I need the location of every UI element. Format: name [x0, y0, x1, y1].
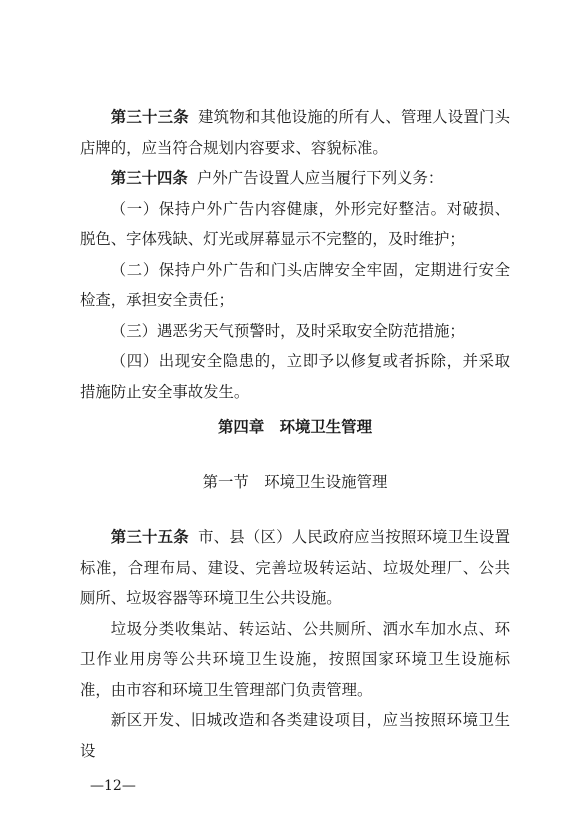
article-34-item-4: （四）出现安全隐患的，立即予以修复或者拆除，并采取措施防止安全事故发生。: [80, 352, 510, 401]
article-35-text: 市、县（区）人民政府应当按照环境卫生设置标准，合理布局、建设、完善垃圾转运站、垃圾处理厂、公共厕所、垃圾容器等环境卫生公共设施。: [80, 528, 510, 607]
section-title: 环境卫生设施管理: [264, 473, 388, 491]
article-35: [80, 522, 510, 614]
section-number: 第一节: [202, 473, 249, 491]
article-33-text: 建筑物和其他设施的所有人、管理人设置门头店牌的，应当符合规划内容要求、容貌标准。: [80, 108, 510, 157]
article-35-paragraph-3: 新区开发、旧城改造和各类建设项目，应当按照环境卫生设: [80, 711, 510, 760]
article-34-item-2: （二）保持户外广告和门头店牌安全牢固，定期进行安全检查，承担安全责任；: [80, 260, 510, 309]
article-33: [80, 102, 510, 163]
article-34-item-3: （三）遇恶劣天气预警时，及时采取安全防范措施；: [110, 321, 465, 340]
chapter-number: 第四章: [218, 418, 265, 436]
page-number: —12—: [90, 778, 136, 794]
article-35-label: 第三十五条: [110, 528, 189, 546]
article-34: [80, 163, 510, 194]
article-34-text: 户外广告设置人应当履行下列义务：: [197, 169, 444, 187]
article-35-paragraph-2: 垃圾分类收集站、转运站、公共厕所、洒水车加水点、环卫作业用房等公共环境卫生设施，按照国家环境卫生设施标准，由市容和环境卫生管理部门负责管理。: [80, 619, 510, 699]
article-33-label: 第三十三条: [110, 108, 189, 126]
text-block-articles-33-34: [80, 102, 510, 407]
chapter-heading: [80, 412, 510, 442]
article-34-item-1: （一）保持户外广告内容健康，外形完好整洁。对破损、脱色、字体残缺、灯光或屏幕显示不完整的，及时维护；: [80, 199, 510, 248]
text-block-article-35: [80, 522, 510, 766]
section-heading: [80, 467, 510, 497]
article-34-label: 第三十四条: [110, 169, 188, 187]
chapter-title: 环境卫生管理: [279, 418, 372, 436]
